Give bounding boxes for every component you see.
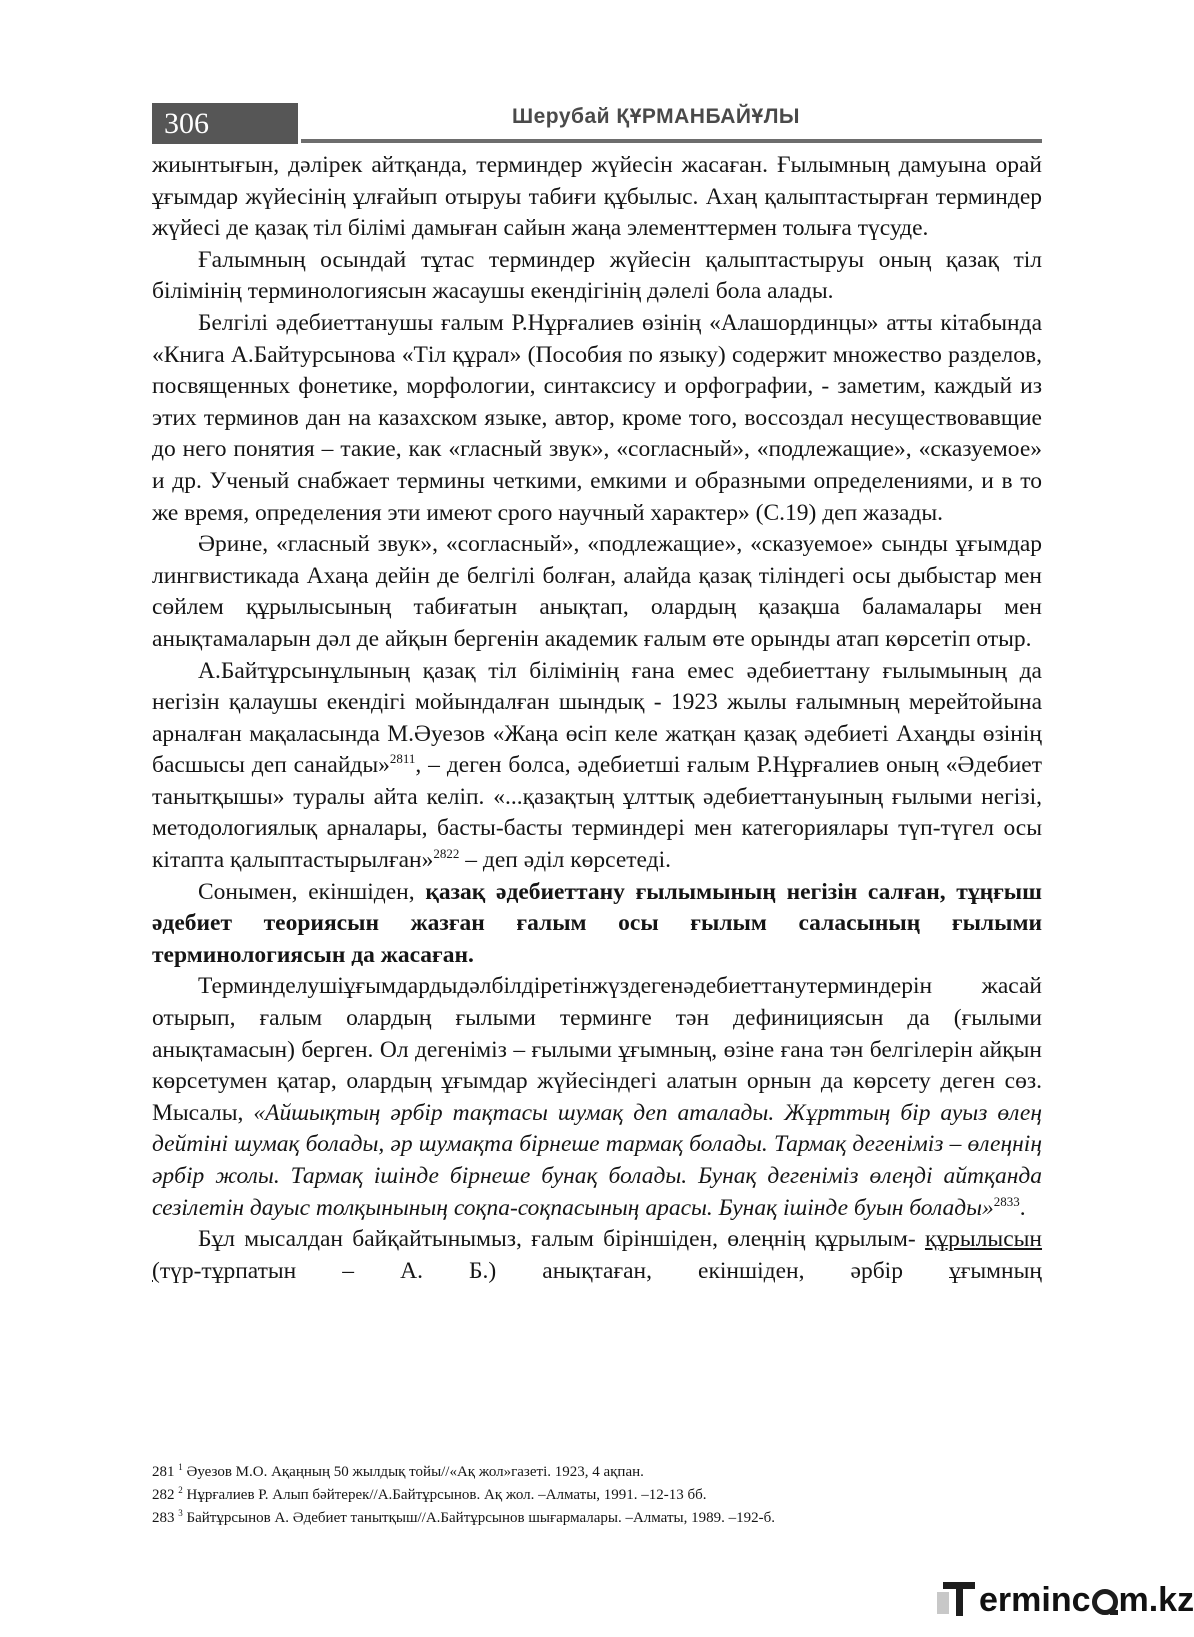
paragraph-5-text-c: – деп әділ көрсетеді. [459,847,672,874]
footnote-ref-283: 2833 [993,1193,1020,1209]
logo-o-glyph [1092,1589,1118,1615]
footnote-marker: 2 [178,1485,183,1495]
paragraph-6 [152,877,1042,972]
termincom-watermark-logo [943,1578,1194,1622]
footnote-282 [152,1484,1042,1507]
header-rule [301,139,1042,143]
paragraph-5-text-b: , – деген болса, әдебиетші ғалым Р.Нұрғалиев оның «Әдебиет танытқышы» туралы айта келіп. «...қазақтың ұлттық әдебиеттануының ғылыми негізі, методологиялық арналары, басты-басты терминдері мен категориялары түп-түгел осы кітапта қалыптастырылған» [152,752,1042,874]
paragraph-8 [152,1224,1042,1287]
paragraph-6-bold-statement: қазақ әдебиеттану ғылымының негізін салған, тұңғыш әдебиет теориясын жазған ғалым осы ғылым саласының ғылыми терминологиясын да жасаған. [152,878,1042,968]
footnote-number: 282 [152,1487,175,1503]
watermark-text-b: m.kz [1118,1580,1194,1619]
paragraph-1: жиынтығын, дәлірек айтқанда, терминдер жүйесін жасаған. Ғылымның дамуына орай ұғымдар жүйесінің ұлғайып отыруы табиғи құбылыс. Ахаң қалыптастырған терминдер жүйесі де қазақ тіл білімі дамыған сайын жаңа элементтермен толыға түсуде. [152,152,1042,242]
paragraph-7-end: . [1019,1194,1026,1221]
paragraph-5 [152,656,1042,877]
paragraph-6-text: Сонымен, екіншіден, [198,878,426,905]
footnote-text: Әуезов М.О. Ақаңның 50 жылдық тойы//«Ақ жол»газеті. 1923, 4 ақпан. [186,1464,644,1480]
footnote-marker: 1 [178,1462,183,1472]
footnote-283 [152,1507,1042,1530]
paragraph-7 [152,971,1042,1224]
footnote-text: Нұрғалиев Р. Алып бәйтерек//А.Байтұрсынов. Ақ жол. –Алматы, 1991. –12-13 бб. [186,1487,707,1503]
paragraph-5-text-a: А.Байтұрсынұлының қазақ тіл білімінің ғана емес әдебиеттану ғылымының да негізін қалаушы екендігі мойындалған шындық - 1923 жылы ғалымның мерейтойына арналған мақаласында М.Әуезов «Жаңа өсіп келе жатқан қазақ әдебиеті Ахаңды өзінің басшысы деп санайды» [152,657,1042,779]
watermark-text-a: erminc [979,1580,1091,1619]
paragraph-3: Белгілі әдебиеттанушы ғалым Р.Нұрғалиев өзінің «Алашординцы» атты кітабында «Книга А.Байтурсынова «Тіл құрал» (Пособия по языку) содержит множество разделов, посвященных фонетике, морфологии, синтаксису и орфографии, - заметим, каждый из этих терминов дан на казахском языке, автор, кроме того, воссоздал несуществовавщие до него понятия – такие, как «гласный звук», «согласный», «подлежащие», «сказуемое» и др. Ученый снабжает термины четкими, емкими и образными определениями, и в то же время, определения эти имеют срого научный характер» (С.19) деп жазады. [152,309,1042,526]
running-title: Шерубай ҚҰРМАНБАЙҰЛЫ [512,105,800,128]
footnotes [152,1461,1042,1530]
paragraph-4: Әрине, «гласный звук», «согласный», «подлежащие», «сказуемое» сынды ұғымдар лингвистикада Ахаңа дейін де белгілі болған, алайда қазақ тіліндегі осы дыбыстар мен сөйлем құрылысының табиғатын анықтап, олардың қазақша баламалары мен анықтамаларын дәл де айқын бергенін академик ғалым өте орынды атап көрсетіп отыр. [152,531,1042,652]
footnote-marker: 3 [178,1508,183,1518]
footnote-ref-282: 2822 [433,846,460,862]
logo-t-glyph [943,1580,979,1620]
body-text [152,150,1042,1287]
page-header [152,103,1042,147]
paragraph-7-text: Терминделушіұғымдардыдәлбілдіретінжүздегенәдебиеттанутерминдерін жасай отырып, ғалым олардың ғылыми терминге тән дефинициясын да (ғылыми анықтамасын) берген. Ол дегеніміз – ғылыми ұғымның, өзіне ғана тән белгілерін айқын көрсетумен қатар, олардың ұғымдар жүйесіндегі алатын орнын да көрсету деген сөз. Мысалы, [152,973,1042,1126]
paragraph-7-quote: «Айшықтың әрбір тақтасы шумақ деп аталады. Жұрттың бір ауыз өлең дейтіні шумақ болады, әр шумақта бірнеше тармақ болады. Тармақ дегеніміз – өлеңнің әрбір жолы. Тармақ ішінде бірнеше бунақ болады. Бунақ дегеніміз өлеңді айтқанда сезілетін дауыс толқынының соқпа-соқпасының арасы. Бунақ ішінде буын болады» [152,1099,1042,1221]
footnote-text: Байтұрсынов А. Әдебиет танытқыш//А.Байтұрсынов шығармалары. –Алматы, 1989. –192-б. [186,1510,775,1526]
footnote-number: 281 [152,1464,175,1480]
page-number: 306 [152,103,298,144]
paragraph-8-text-a: Бұл мысалдан байқайтынымыз, ғалым біріншіден, өлеңнің құрылым- [198,1226,916,1253]
paragraph-8-text-b: түр-тұрпатын – А. Б.) анықтаған, екіншіден, әрбір ұғымның [159,1257,1042,1284]
paragraph-2: Ғалымның осындай тұтас терминдер жүйесін қалыптастыруы оның қазақ тіл білімінің терминологиясын жасаушы екендігінің дәлелі бола алады. [152,246,1042,305]
footnote-281 [152,1461,1042,1484]
paragraph-8-underlined: құрылысын ( [152,1226,1043,1284]
footnote-number: 283 [152,1510,175,1526]
footnote-ref-281: 2811 [389,751,416,767]
